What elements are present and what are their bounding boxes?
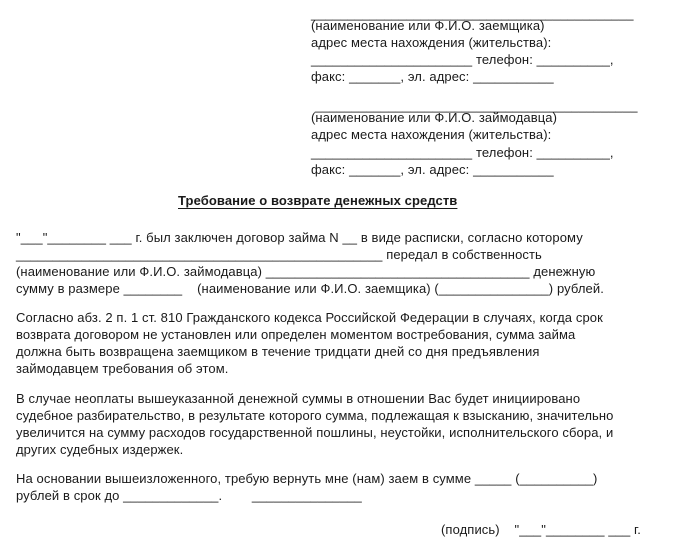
lender-name-line: ____________________________________________ <box>315 98 638 113</box>
paragraph-3-line-2: судебное разбирательство, в результате которого сумма, подлежащая к взысканию, значительно <box>16 408 614 423</box>
paragraph-3-line-4: других судебных издержек. <box>16 442 184 457</box>
paragraph-2-line-3: должна быть возвращена заемщиком в течение тридцати дней со дня предъявления <box>16 344 540 359</box>
borrower-name-line: ____________________________________________ <box>311 6 634 21</box>
lender-name-caption: (наименование или Ф.И.О. займодавца) <box>311 110 558 125</box>
paragraph-3-line-3: увеличится на сумму расходов государственной пошлины, неустойки, исполнительского сбора, и <box>16 425 614 440</box>
borrower-address-phone-line: ______________________ телефон: __________, <box>311 52 614 67</box>
borrower-address-label: адрес места нахождения (жительства): <box>311 35 552 50</box>
paragraph-3-line-1: В случае неоплаты вышеуказанной денежной суммы в отношении Вас будет инициировано <box>16 391 581 406</box>
lender-address-phone-line: ______________________ телефон: __________, <box>311 145 614 160</box>
paragraph-1-line-3: (наименование или Ф.И.О. займодавца) ____________________________________ денежную <box>16 264 596 279</box>
paragraph-1-line-4: сумму в размере ________ (наименование или Ф.И.О. заемщика) (_______________) рублей. <box>16 281 604 296</box>
signature-line: (подпись) "___"________ ___ г. <box>441 522 641 537</box>
borrower-fax-email-line: факс: _______, эл. адрес: ___________ <box>311 69 554 84</box>
borrower-name-caption: (наименование или Ф.И.О. заемщика) <box>311 18 545 33</box>
paragraph-4-line-2: рублей в срок до _____________. _______________ <box>16 488 362 503</box>
paragraph-2-line-4: займодавцем требования об этом. <box>16 361 229 376</box>
paragraph-1-line-2: __________________________________________________ передал в собственность <box>16 247 542 262</box>
paragraph-2-line-1: Согласно абз. 2 п. 1 ст. 810 Гражданского кодекса Российской Федерации в случаях, когда срок <box>16 310 603 325</box>
document-title: Требование о возврате денежных средств <box>178 193 458 208</box>
paragraph-2-line-2: возврата договором не установлен или определен моментом востребования, сумма займа <box>16 327 576 342</box>
paragraph-4-line-1: На основании вышеизложенного, требую вернуть мне (нам) заем в сумме _____ (__________) <box>16 471 598 486</box>
paragraph-1-line-1: "___"________ ___ г. был заключен договор займа N __ в виде расписки, согласно которому <box>16 230 583 245</box>
lender-address-label: адрес места нахождения (жительства): <box>311 127 552 142</box>
lender-fax-email-line: факс: _______, эл. адрес: ___________ <box>311 162 554 177</box>
